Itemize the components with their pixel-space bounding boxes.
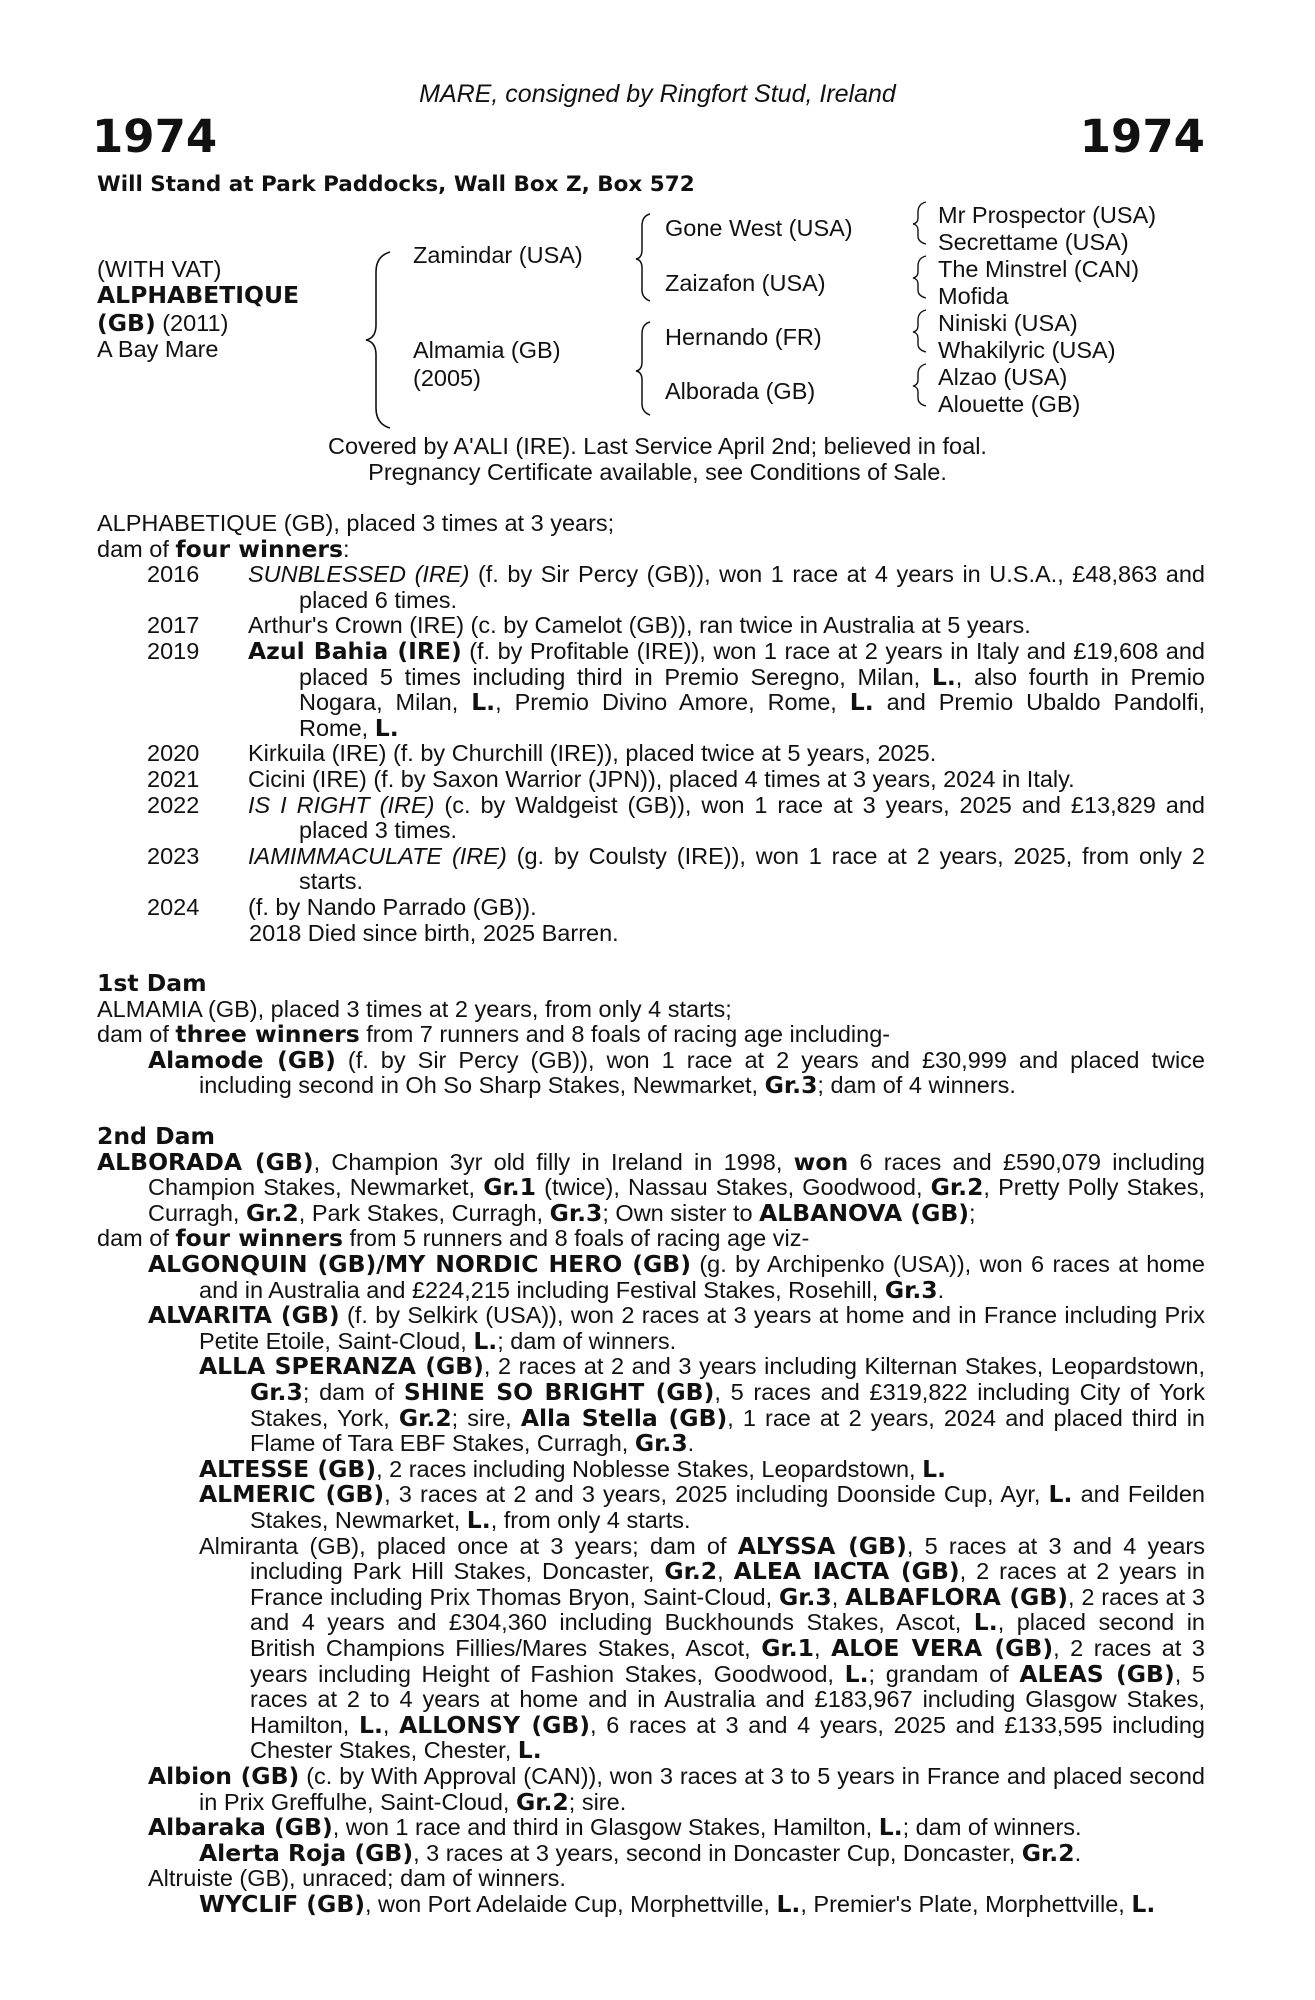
gg-2: Secrettame (USA) xyxy=(938,229,1129,255)
speranza-entry: ALLA SPERANZA (GB), 2 races at 2 and 3 years including Kilternan Stakes, Leopardstown, Gr.3; dam of SHINE SO BRIGHT (GB), 5 races and £319,822 including City of York Stakes, York, Gr.2; sire, Alla Stella (GB), 1 race at 2 years, 2024 and placed third in Flame of Tara EBF Stakes, Curragh, Gr.3. xyxy=(199,1352,1206,1458)
second-dam-winners: dam of four winners from 5 runners and 8 foals of racing age viz- xyxy=(97,1224,810,1253)
produce-item: 2022 IS I RIGHT (IRE) (c. by Waldgeist (GB)), won 1 race at 3 years, 2025 and £13,829 and placed 3 times. xyxy=(147,791,1205,844)
granddam-2: Alborada (GB) xyxy=(665,378,816,404)
second-dam-heading: 2nd Dam xyxy=(97,1122,215,1151)
produce-item: 2017 Arthur's Crown (IRE) (c. by Camelot (GB)), ran twice in Australia at 5 years. xyxy=(147,612,1031,639)
gg-5: Niniski (USA) xyxy=(938,310,1078,336)
produce-section xyxy=(97,511,1205,1917)
produce-item: 2023 IAMIMMACULATE (IRE) (g. by Coulsty (IRE)), won 1 race at 2 years, 2025, from only 2 starts. xyxy=(147,842,1205,895)
winners-count: four winners xyxy=(175,534,343,563)
produce-item: 2020 Kirkuila (IRE) (f. by Churchill (IRE)), placed twice at 5 years, 2025. xyxy=(147,740,937,767)
wyclif-entry: WYCLIF (GB), won Port Adelaide Cup, Morphettville, L., Premier's Plate, Morphettville, L. xyxy=(199,1889,1156,1918)
first-dam-heading: 1st Dam xyxy=(97,969,207,998)
first-dam-winners: dam of three winners from 7 runners and 8 foals of racing age including- xyxy=(97,1020,891,1049)
horse-name: ALPHABETIQUE xyxy=(97,281,300,309)
altruiste-entry: Altruiste (GB), unraced; dam of winners. xyxy=(148,1865,566,1892)
produce-name: Arthur's Crown (IRE) xyxy=(248,612,465,639)
pregnancy-note: Pregnancy Certificate available, see Conditions of Sale. xyxy=(368,459,947,485)
alerta-entry: Alerta Roja (GB), 3 races at 3 years, second in Doncaster Cup, Doncaster, Gr.2. xyxy=(199,1838,1082,1867)
gg-7: Alzao (USA) xyxy=(938,364,1068,390)
consignment-line: MARE, consigned by Ringfort Stud, Ireland xyxy=(419,80,896,108)
albaraka-entry: Albaraka (GB), won 1 race and third in Glasgow Stakes, Hamilton, L.; dam of winners. xyxy=(148,1813,1082,1842)
alvarita-entry: ALVARITA (GB) (f. by Selkirk (USA)), won 2 races at 3 years at home and in France including Prix Petite Etoile, Saint-Cloud, L.; dam of winners. xyxy=(148,1301,1205,1355)
dam-year: (2005) xyxy=(413,365,481,391)
horse-description: A Bay Mare xyxy=(97,336,219,362)
sire: Zamindar (USA) xyxy=(413,242,583,268)
gg-8: Alouette (GB) xyxy=(938,391,1081,417)
produce-name: IS I RIGHT (IRE) xyxy=(248,791,435,818)
produce-name: Azul Bahia (IRE) xyxy=(248,636,462,665)
dam-name: Almamia (GB) xyxy=(413,337,561,363)
gg-4: Mofida xyxy=(938,283,1009,309)
alborada-entry: ALBORADA (GB), Champion 3yr old filly in Ireland in 1998, won 6 races and £590,079 including Champion Stakes, Newmarket, Gr.1 (twice), Nassau Stakes, Goodwood, Gr.2, Pretty Polly Stakes, Curragh, Gr.2, Park Stakes, Curragh, Gr.3; Own sister to ALBANOVA (GB); xyxy=(97,1147,1205,1227)
grandsire-1: Gone West (USA) xyxy=(665,215,853,241)
vat-note: (WITH VAT) xyxy=(97,256,222,282)
horse-year: (2011) xyxy=(155,310,229,336)
gg-3: The Minstrel (CAN) xyxy=(938,256,1140,282)
lot-number-left: 1974 xyxy=(92,110,218,163)
produce-item: 2016 SUNBLESSED (IRE) (f. by Sir Percy (GB)), won 1 race at 4 years in U.S.A., £48,863 and placed 6 times. xyxy=(147,561,1205,613)
granddam-1: Zaizafon (USA) xyxy=(665,270,826,296)
grandsire-2: Hernando (FR) xyxy=(665,324,822,350)
horse-country: (GB) xyxy=(97,309,156,337)
produce-name: Cicini (IRE) xyxy=(248,765,367,792)
produce-name: SUNBLESSED (IRE) xyxy=(248,561,470,588)
algonquin-entry: ALGONQUIN (GB)/MY NORDIC HERO (GB) (g. by Archipenko (USA)), won 6 races at home and in Australia and £224,215 including Festival Stakes, Rosehill, Gr.3. xyxy=(148,1250,1205,1304)
produce-name: Kirkuila (IRE) xyxy=(248,740,387,767)
gg-1: Mr Prospector (USA) xyxy=(938,202,1157,228)
altesse-entry: ALTESSE (GB), 2 races including Noblesse Stakes, Leopardstown, L. xyxy=(199,1454,947,1483)
lot-number-right: 1974 xyxy=(1079,110,1205,163)
produce-item: 2024 (f. by Nando Parrado (GB)). xyxy=(147,893,537,920)
albion-entry: Albion (GB) (c. by With Approval (CAN)), won 3 races at 3 to 5 years in France and placed second in Prix Greffulhe, Saint-Cloud, Gr.2; sire. xyxy=(148,1761,1206,1816)
produce-winners-line: dam of four winners: xyxy=(97,534,350,563)
produce-item: 2021 Cicini (IRE) (f. by Saxon Warrior (JPN)), placed 4 times at 3 years, 2024 in Italy. xyxy=(147,765,1075,792)
first-dam-record: ALMAMIA (GB), placed 3 times at 2 years, from only 4 starts; xyxy=(97,995,732,1022)
produce-name: IAMIMMACULATE (IRE) xyxy=(248,842,507,869)
produce-item: 2019 Azul Bahia (IRE) (f. by Profitable (IRE)), won 1 race at 2 years in Italy and £19,608 and placed 5 times including third in Premio Seregno, Milan, L., also fourth in Premio Nogara, Milan, L., Premio Divino Amore, Rome, L. and Premio Ubaldo Pandolfi, Rome, L. xyxy=(147,636,1205,742)
almiranta-entry: Almiranta (GB), placed once at 3 years; dam of ALYSSA (GB), 5 races at 3 and 4 years including Park Hill Stakes, Doncaster, Gr.2, ALEA IACTA (GB), 2 races at 2 years in France including Prix Thomas Bryon, Saint-Cloud, Gr.3, ALBAFLORA (GB), 2 races at 3 and 4 years and £304,360 including Buckhounds Stakes, Ascot, L., placed second in British Champions Fillies/Mares Stakes, Ascot, Gr.1, ALOE VERA (GB), 2 races at 3 years including Height of Fashion Stakes, Goodwood, L.; grandam of ALEAS (GB), 5 races at 2 to 4 years at home and in Australia and £183,967 including Glasgow Stakes, Hamilton, L., ALLONSY (GB), 6 races at 3 and 4 years, 2025 and £133,595 including Chester Stakes, Chester, L. xyxy=(199,1531,1206,1765)
almeric-entry: ALMERIC (GB), 3 races at 2 and 3 years, 2025 including Doonside Cup, Ayr, L. and Feilden Stakes, Newmarket, L., from only 4 starts. xyxy=(199,1480,1205,1534)
standing-location: Will Stand at Park Paddocks, Wall Box Z, Box 572 xyxy=(97,172,695,197)
produce-intro: ALPHABETIQUE (GB), placed 3 times at 3 years; xyxy=(97,510,615,536)
alamode-entry: Alamode (GB) (f. by Sir Percy (GB)), won 1 race at 2 years and £30,999 and placed twice including second in Oh So Sharp Stakes, Newmarket, Gr.3; dam of 4 winners. xyxy=(148,1045,1205,1100)
produce-footer: 2018 Died since birth, 2025 Barren. xyxy=(249,919,619,946)
covering-note: Covered by A'ALI (IRE). Last Service April 2nd; believed in foal. xyxy=(328,433,987,459)
gg-6: Whakilyric (USA) xyxy=(938,337,1116,363)
